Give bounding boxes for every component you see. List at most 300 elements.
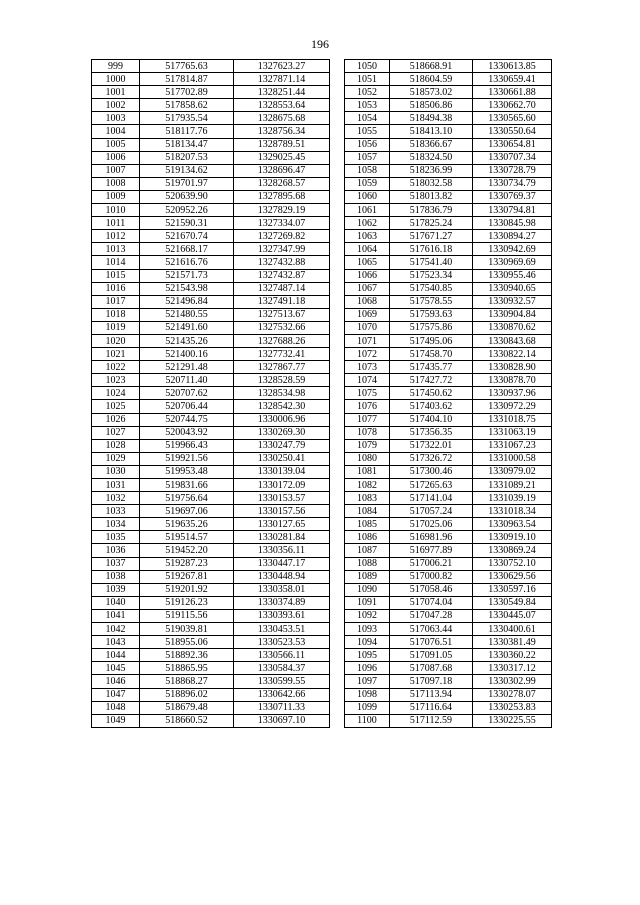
point-number-cell: 1035 [92,531,140,544]
point-number-cell: 1018 [92,308,140,321]
table-row [345,269,552,282]
point-number-cell: 1051 [345,73,390,86]
point-number-cell: 1033 [92,505,140,518]
point-number-cell: 1066 [345,269,390,282]
point-number-cell: 1046 [92,675,140,688]
point-number-cell: 1026 [92,413,140,426]
y-coordinate-cell: 1330752.10 [473,557,552,570]
point-number-cell: 1025 [92,400,140,413]
point-number-cell: 1042 [92,623,140,636]
x-coordinate-cell: 520952.26 [140,204,234,217]
point-number-cell: 1030 [92,465,140,478]
x-coordinate-cell: 517495.06 [390,334,473,347]
x-coordinate-cell: 517541.40 [390,256,473,269]
coordinate-table-left [91,59,330,728]
point-number-cell: 1076 [345,400,390,413]
y-coordinate-cell: 1331039.19 [473,492,552,505]
x-coordinate-cell: 517935.54 [140,112,234,125]
x-coordinate-cell: 517076.51 [390,636,473,649]
table-row [92,649,330,662]
y-coordinate-cell: 1328534.98 [234,387,330,400]
x-coordinate-cell: 517404.10 [390,413,473,426]
table-row [92,125,330,138]
table-row [345,570,552,583]
table-row [345,400,552,413]
table-row [345,99,552,112]
table-row [92,151,330,164]
x-coordinate-cell: 519697.06 [140,505,234,518]
x-coordinate-cell: 517322.01 [390,439,473,452]
y-coordinate-cell: 1330356.11 [234,544,330,557]
x-coordinate-cell: 517265.63 [390,479,473,492]
point-number-cell: 1087 [345,544,390,557]
x-coordinate-cell: 518892.36 [140,649,234,662]
point-number-cell: 1080 [345,452,390,465]
table-row [345,217,552,230]
y-coordinate-cell: 1330157.56 [234,505,330,518]
x-coordinate-cell: 519039.81 [140,623,234,636]
point-number-cell: 1045 [92,662,140,675]
point-number-cell: 1029 [92,452,140,465]
x-coordinate-cell: 517000.82 [390,570,473,583]
point-number-cell: 1060 [345,190,390,203]
table-row [92,73,330,86]
x-coordinate-cell: 517112.59 [390,714,473,727]
point-number-cell: 1022 [92,361,140,374]
table-row [92,361,330,374]
point-number-cell: 1095 [345,649,390,662]
point-number-cell: 1083 [345,492,390,505]
y-coordinate-cell: 1330659.41 [473,73,552,86]
x-coordinate-cell: 517858.62 [140,99,234,112]
point-number-cell: 1014 [92,256,140,269]
x-coordinate-cell: 520706.44 [140,400,234,413]
y-coordinate-cell: 1328542.30 [234,400,330,413]
x-coordinate-cell: 517825.24 [390,217,473,230]
x-coordinate-cell: 521590.31 [140,217,234,230]
x-coordinate-cell: 517025.06 [390,518,473,531]
point-number-cell: 1098 [345,688,390,701]
x-coordinate-cell: 517427.72 [390,374,473,387]
x-coordinate-cell: 521400.16 [140,348,234,361]
y-coordinate-cell: 1327491.18 [234,295,330,308]
coordinate-table-right [344,59,552,728]
y-coordinate-cell: 1330597.16 [473,583,552,596]
y-coordinate-cell: 1330629.56 [473,570,552,583]
point-number-cell: 1092 [345,609,390,622]
point-number-cell: 1057 [345,151,390,164]
point-number-cell: 1061 [345,204,390,217]
y-coordinate-cell: 1330919.10 [473,531,552,544]
point-number-cell: 1028 [92,439,140,452]
y-coordinate-cell: 1330942.69 [473,243,552,256]
y-coordinate-cell: 1330393.61 [234,609,330,622]
x-coordinate-cell: 518573.02 [390,86,473,99]
table-row [345,596,552,609]
table-row [345,151,552,164]
x-coordinate-cell: 517616.18 [390,243,473,256]
x-coordinate-cell: 521480.55 [140,308,234,321]
y-coordinate-cell: 1330250.41 [234,452,330,465]
point-number-cell: 1043 [92,636,140,649]
x-coordinate-cell: 517575.86 [390,321,473,334]
point-number-cell: 1024 [92,387,140,400]
point-number-cell: 1038 [92,570,140,583]
x-coordinate-cell: 518668.91 [390,60,473,73]
table-row [92,583,330,596]
table-row [345,86,552,99]
x-coordinate-cell: 519514.57 [140,531,234,544]
point-number-cell: 1037 [92,557,140,570]
y-coordinate-cell: 1330247.79 [234,439,330,452]
table-row [92,295,330,308]
point-number-cell: 1067 [345,282,390,295]
point-number-cell: 1079 [345,439,390,452]
y-coordinate-cell: 1328696.47 [234,164,330,177]
table-row [345,426,552,439]
x-coordinate-cell: 518013.82 [390,190,473,203]
y-coordinate-cell: 1330565.60 [473,112,552,125]
table-row [92,86,330,99]
y-coordinate-cell: 1330374.89 [234,596,330,609]
x-coordinate-cell: 519921.56 [140,452,234,465]
table-row [345,73,552,86]
point-number-cell: 1059 [345,177,390,190]
point-number-cell: 1034 [92,518,140,531]
x-coordinate-cell: 518955.06 [140,636,234,649]
y-coordinate-cell: 1327895.68 [234,190,330,203]
y-coordinate-cell: 1330878.70 [473,374,552,387]
table-row [92,636,330,649]
y-coordinate-cell: 1330932.57 [473,295,552,308]
y-coordinate-cell: 1327829.19 [234,204,330,217]
y-coordinate-cell: 1330358.01 [234,583,330,596]
x-coordinate-cell: 521491.60 [140,321,234,334]
x-coordinate-cell: 518117.76 [140,125,234,138]
y-coordinate-cell: 1330979.02 [473,465,552,478]
table-row [92,334,330,347]
table-row [92,164,330,177]
y-coordinate-cell: 1330381.49 [473,636,552,649]
x-coordinate-cell: 518868.27 [140,675,234,688]
x-coordinate-cell: 517300.46 [390,465,473,478]
point-number-cell: 1077 [345,413,390,426]
x-coordinate-cell: 521571.73 [140,269,234,282]
x-coordinate-cell: 518494.38 [390,112,473,125]
point-number-cell: 1013 [92,243,140,256]
x-coordinate-cell: 516977.89 [390,544,473,557]
y-coordinate-cell: 1330940.65 [473,282,552,295]
table-row [345,321,552,334]
y-coordinate-cell: 1327269.82 [234,230,330,243]
table-row [92,714,330,727]
point-number-cell: 1040 [92,596,140,609]
table-row [92,112,330,125]
y-coordinate-cell: 1330711.33 [234,701,330,714]
y-coordinate-cell: 1331063.19 [473,426,552,439]
x-coordinate-cell: 518236.99 [390,164,473,177]
point-number-cell: 1069 [345,308,390,321]
x-coordinate-cell: 517063.44 [390,623,473,636]
point-number-cell: 1021 [92,348,140,361]
table-row [92,400,330,413]
table-row [345,125,552,138]
point-number-cell: 1048 [92,701,140,714]
point-number-cell: 1091 [345,596,390,609]
point-number-cell: 1047 [92,688,140,701]
table-row [345,230,552,243]
table-row [92,701,330,714]
point-number-cell: 1072 [345,348,390,361]
y-coordinate-cell: 1330904.84 [473,308,552,321]
y-coordinate-cell: 1330400.61 [473,623,552,636]
point-number-cell: 1015 [92,269,140,282]
x-coordinate-cell: 517116.64 [390,701,473,714]
point-number-cell: 1055 [345,125,390,138]
table-row [92,557,330,570]
x-coordinate-cell: 519966.43 [140,439,234,452]
page-number: 196 [311,37,329,51]
x-coordinate-cell: 519115.56 [140,609,234,622]
x-coordinate-cell: 520639.90 [140,190,234,203]
y-coordinate-cell: 1330447.17 [234,557,330,570]
table-row [345,465,552,478]
table-row [92,544,330,557]
y-coordinate-cell: 1330360.22 [473,649,552,662]
table-row [345,60,552,73]
table-row [92,204,330,217]
x-coordinate-cell: 517356.35 [390,426,473,439]
table-row [92,138,330,151]
point-number-cell: 1019 [92,321,140,334]
point-number-cell: 1064 [345,243,390,256]
y-coordinate-cell: 1330253.83 [473,701,552,714]
table-row [345,295,552,308]
x-coordinate-cell: 517403.62 [390,400,473,413]
point-number-cell: 1081 [345,465,390,478]
table-row [345,164,552,177]
point-number-cell: 1100 [345,714,390,727]
point-number-cell: 1010 [92,204,140,217]
table-row [345,334,552,347]
y-coordinate-cell: 1330550.64 [473,125,552,138]
table-row [92,426,330,439]
x-coordinate-cell: 518604.59 [390,73,473,86]
point-number-cell: 1097 [345,675,390,688]
table-row [345,243,552,256]
point-number-cell: 1007 [92,164,140,177]
x-coordinate-cell: 521543.98 [140,282,234,295]
table-row [92,675,330,688]
table-row [92,282,330,295]
table-row [345,204,552,217]
x-coordinate-cell: 517540.85 [390,282,473,295]
y-coordinate-cell: 1331067.23 [473,439,552,452]
y-coordinate-cell: 1330794.81 [473,204,552,217]
point-number-cell: 1017 [92,295,140,308]
x-coordinate-cell: 519452.20 [140,544,234,557]
y-coordinate-cell: 1330828.90 [473,361,552,374]
x-coordinate-cell: 518865.95 [140,662,234,675]
point-number-cell: 1031 [92,479,140,492]
point-number-cell: 1075 [345,387,390,400]
point-number-cell: 1056 [345,138,390,151]
x-coordinate-cell: 518679.48 [140,701,234,714]
x-coordinate-cell: 521616.76 [140,256,234,269]
table-row [345,492,552,505]
y-coordinate-cell: 1330566.11 [234,649,330,662]
table-row [92,99,330,112]
x-coordinate-cell: 518660.52 [140,714,234,727]
y-coordinate-cell: 1330302.99 [473,675,552,688]
x-coordinate-cell: 516981.96 [390,531,473,544]
y-coordinate-cell: 1330225.55 [473,714,552,727]
x-coordinate-cell: 517058.46 [390,583,473,596]
x-coordinate-cell: 519201.92 [140,583,234,596]
y-coordinate-cell: 1330822.14 [473,348,552,361]
x-coordinate-cell: 517435.77 [390,361,473,374]
y-coordinate-cell: 1328553.64 [234,99,330,112]
table-row [92,623,330,636]
point-number-cell: 1086 [345,531,390,544]
table-row [345,374,552,387]
point-number-cell: 1073 [345,361,390,374]
x-coordinate-cell: 518896.02 [140,688,234,701]
point-number-cell: 1082 [345,479,390,492]
point-number-cell: 1006 [92,151,140,164]
table-row [92,465,330,478]
x-coordinate-cell: 520711.40 [140,374,234,387]
y-coordinate-cell: 1328528.59 [234,374,330,387]
table-row [92,60,330,73]
y-coordinate-cell: 1330707.34 [473,151,552,164]
x-coordinate-cell: 521668.17 [140,243,234,256]
x-coordinate-cell: 517057.24 [390,505,473,518]
table-row [92,177,330,190]
table-row [345,649,552,662]
point-number-cell: 1050 [345,60,390,73]
x-coordinate-cell: 518506.86 [390,99,473,112]
table-row [345,531,552,544]
table-row [345,308,552,321]
x-coordinate-cell: 519756.64 [140,492,234,505]
x-coordinate-cell: 518413.10 [390,125,473,138]
y-coordinate-cell: 1327623.27 [234,60,330,73]
y-coordinate-cell: 1327432.87 [234,269,330,282]
x-coordinate-cell: 519134.62 [140,164,234,177]
point-number-cell: 1063 [345,230,390,243]
point-number-cell: 1068 [345,295,390,308]
y-coordinate-cell: 1330317.12 [473,662,552,675]
y-coordinate-cell: 1327513.67 [234,308,330,321]
y-coordinate-cell: 1330006.96 [234,413,330,426]
point-number-cell: 1049 [92,714,140,727]
table-row [92,190,330,203]
point-number-cell: 1036 [92,544,140,557]
y-coordinate-cell: 1330445.07 [473,609,552,622]
point-number-cell: 1084 [345,505,390,518]
y-coordinate-cell: 1330963.54 [473,518,552,531]
y-coordinate-cell: 1330139.04 [234,465,330,478]
x-coordinate-cell: 517113.94 [390,688,473,701]
point-number-cell: 1071 [345,334,390,347]
table-row [345,256,552,269]
y-coordinate-cell: 1330697.10 [234,714,330,727]
table-row [345,387,552,400]
x-coordinate-cell: 520043.92 [140,426,234,439]
y-coordinate-cell: 1327487.14 [234,282,330,295]
table-row [92,596,330,609]
point-number-cell: 1089 [345,570,390,583]
table-row [345,452,552,465]
y-coordinate-cell: 1331018.34 [473,505,552,518]
point-number-cell: 1027 [92,426,140,439]
x-coordinate-cell: 519953.48 [140,465,234,478]
y-coordinate-cell: 1328756.34 [234,125,330,138]
table-row [345,623,552,636]
table-row [92,256,330,269]
table-row [345,518,552,531]
table-row [345,439,552,452]
point-number-cell: 1011 [92,217,140,230]
y-coordinate-cell: 1330969.69 [473,256,552,269]
table-row [92,243,330,256]
x-coordinate-cell: 517091.05 [390,649,473,662]
table-row [92,413,330,426]
point-number-cell: 1005 [92,138,140,151]
point-number-cell: 1065 [345,256,390,269]
y-coordinate-cell: 1330172.09 [234,479,330,492]
x-coordinate-cell: 517671.27 [390,230,473,243]
table-row [92,662,330,675]
y-coordinate-cell: 1330769.37 [473,190,552,203]
x-coordinate-cell: 517087.68 [390,662,473,675]
table-row [345,413,552,426]
table-row [345,138,552,151]
y-coordinate-cell: 1328268.57 [234,177,330,190]
point-number-cell: 1088 [345,557,390,570]
table-row [345,583,552,596]
x-coordinate-cell: 517074.04 [390,596,473,609]
y-coordinate-cell: 1331000.58 [473,452,552,465]
y-coordinate-cell: 1331018.75 [473,413,552,426]
point-number-cell: 1074 [345,374,390,387]
y-coordinate-cell: 1327732.41 [234,348,330,361]
point-number-cell: 1054 [345,112,390,125]
point-number-cell: 1000 [92,73,140,86]
x-coordinate-cell: 517578.55 [390,295,473,308]
y-coordinate-cell: 1327334.07 [234,217,330,230]
y-coordinate-cell: 1330662.70 [473,99,552,112]
x-coordinate-cell: 517450.62 [390,387,473,400]
y-coordinate-cell: 1331089.21 [473,479,552,492]
y-coordinate-cell: 1330269.30 [234,426,330,439]
point-number-cell: 1062 [345,217,390,230]
point-number-cell: 999 [92,60,140,73]
x-coordinate-cell: 517097.18 [390,675,473,688]
x-coordinate-cell: 517047.28 [390,609,473,622]
y-coordinate-cell: 1330584.37 [234,662,330,675]
table-row [92,609,330,622]
x-coordinate-cell: 517765.63 [140,60,234,73]
table-row [92,374,330,387]
x-coordinate-cell: 518366.67 [390,138,473,151]
x-coordinate-cell: 519287.23 [140,557,234,570]
y-coordinate-cell: 1330972.29 [473,400,552,413]
y-coordinate-cell: 1327347.99 [234,243,330,256]
table-row [345,714,552,727]
x-coordinate-cell: 518207.53 [140,151,234,164]
